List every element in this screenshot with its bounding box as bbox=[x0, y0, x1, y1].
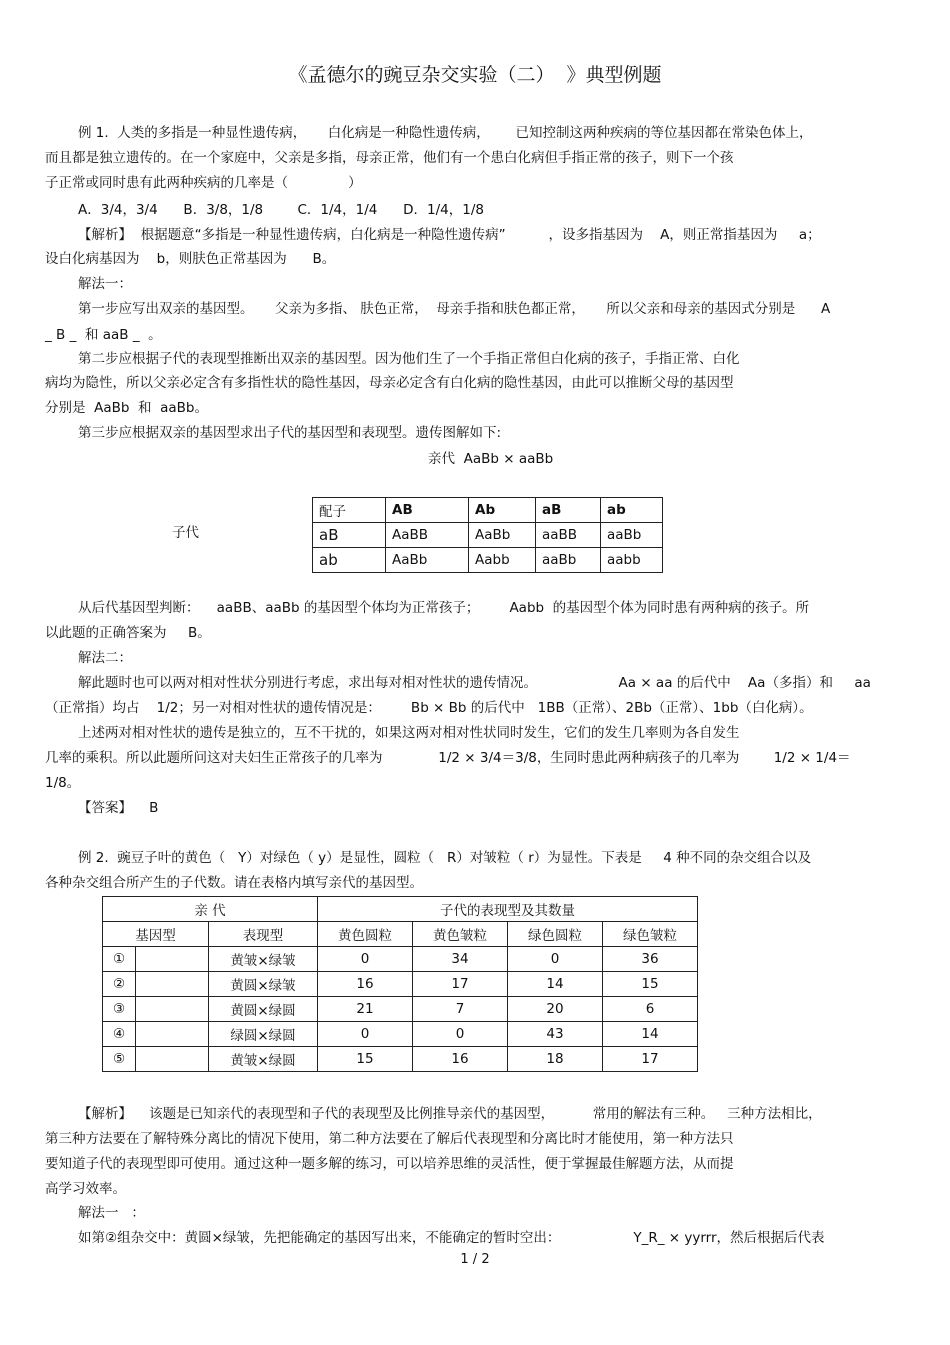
table-cell: aaBB bbox=[536, 523, 601, 548]
table-cell: 7 bbox=[413, 997, 508, 1022]
text-line: 设白化病基因为 b，则肤色正常基因为 B。 bbox=[45, 251, 336, 267]
text-line: 各种杂交组合所产生的子代数。请在表格内填写亲代的基因型。 bbox=[45, 875, 423, 891]
table-cell: aabb bbox=[601, 548, 663, 573]
table-header-cell: 黄色圆粒 bbox=[318, 922, 413, 947]
table-cell: aB bbox=[536, 498, 601, 523]
parent-cross: 亲代 AaBb × aaBb bbox=[428, 451, 554, 467]
table-cell: aB bbox=[313, 523, 386, 548]
table-cell: 14 bbox=[603, 1022, 698, 1047]
table-header-cell: 基因型 bbox=[103, 922, 209, 947]
table-cell: ① bbox=[103, 947, 136, 972]
table-cell: 21 bbox=[318, 997, 413, 1022]
text-line: 病均为隐性，所以父亲必定含有多指性状的隐性基因，母亲必定含有白化病的隐性基因，由此可以推断父母的基因型 bbox=[45, 375, 734, 391]
table-cell: ② bbox=[103, 972, 136, 997]
table-cell: AaBb bbox=[469, 523, 536, 548]
text-line: 解法一 ： bbox=[78, 1205, 145, 1221]
text-line: 解法二： bbox=[78, 650, 132, 666]
table-row bbox=[103, 1022, 698, 1047]
table-cell: Aabb bbox=[469, 548, 536, 573]
table-cell: 43 bbox=[508, 1022, 603, 1047]
table-cell: ④ bbox=[103, 1022, 136, 1047]
text-line: 第三步应根据双亲的基因型求出子代的基因型和表现型。遗传图解如下: bbox=[78, 425, 502, 441]
table-cell: 绿圆×绿圆 bbox=[209, 1022, 318, 1047]
table-row bbox=[313, 498, 663, 523]
table-row bbox=[313, 523, 663, 548]
text-line: 例 2. 豌豆子叶的黄色（ Y）对绿色（ y）是显性，圆粒（ R）对皱粒（ r）为显性。下表是 4 种不同的杂交组合以及 bbox=[78, 850, 812, 866]
table-cell: 0 bbox=[318, 947, 413, 972]
table-header-cell: 黄色皱粒 bbox=[413, 922, 508, 947]
text-line: 高学习效率。 bbox=[45, 1181, 126, 1197]
table-cell: AaBb bbox=[386, 548, 469, 573]
text-line: 以此题的正确答案为 B。 bbox=[45, 625, 211, 641]
table-cell: 黄皱×绿皱 bbox=[209, 947, 318, 972]
table-cell: 0 bbox=[318, 1022, 413, 1047]
table-cell: 34 bbox=[413, 947, 508, 972]
table-cell: 0 bbox=[508, 947, 603, 972]
table-cell: ab bbox=[313, 548, 386, 573]
page-title: 《孟德尔的豌豆杂交实验（二） 》典型例题 bbox=[288, 64, 662, 86]
text-line: 如第②组杂交中：黄圆×绿皱，先把能确定的基因写出来，不能确定的暂时空出： Y_R_ × yyrrr，然后根据后代表 bbox=[78, 1230, 825, 1246]
text-line: 子正常或同时患有此两种疾病的几率是（ ） bbox=[45, 175, 362, 191]
genotype-blank bbox=[136, 947, 209, 972]
table-cell: ⑤ bbox=[103, 1047, 136, 1072]
table-cell: Ab bbox=[469, 498, 536, 523]
text-line: 1/8。 bbox=[45, 775, 81, 791]
text-line: 【解析】 该题是已知亲代的表现型和子代的表现型及比例推导亲代的基因型， 常用的解法有三种。 三种方法相比， bbox=[78, 1106, 822, 1122]
genotype-blank bbox=[136, 972, 209, 997]
text-line: 几率的乘积。所以此题所问这对夫妇生正常孩子的几率为 1/2 × 3/4＝3/8，生同时患此两种病孩子的几率为 1/2 × 1/4＝ bbox=[45, 750, 851, 766]
table-row bbox=[103, 972, 698, 997]
table-cell: 36 bbox=[603, 947, 698, 972]
cross-results-table bbox=[102, 896, 698, 1072]
table-cell: 15 bbox=[318, 1047, 413, 1072]
table-cell: 黄圆×绿皱 bbox=[209, 972, 318, 997]
text-line: 【解析】 根据题意“多指是一种显性遗传病，白化病是一种隐性遗传病” ，设多指基因为 A，则正常指基因为 a； bbox=[78, 227, 821, 243]
page-number: 1 / 2 bbox=[460, 1252, 490, 1267]
text-line: 上述两对相对性状的遗传是独立的，互不干扰的，如果这两对相对性状同时发生，它们的发生几率则为各自发生 bbox=[78, 725, 740, 741]
text-line: _ B _ 和 aaB _ 。 bbox=[45, 327, 162, 343]
table-cell: 20 bbox=[508, 997, 603, 1022]
answer-line: 【答案】 B bbox=[78, 800, 159, 816]
genotype-blank bbox=[136, 997, 209, 1022]
table-cell: 配子 bbox=[313, 498, 386, 523]
table-cell: 17 bbox=[603, 1047, 698, 1072]
table-header-cell: 子代的表现型及其数量 bbox=[318, 897, 698, 922]
table-cell: aaBb bbox=[536, 548, 601, 573]
table-cell: 0 bbox=[413, 1022, 508, 1047]
table-row bbox=[103, 897, 698, 922]
table-row bbox=[103, 1047, 698, 1072]
table-cell: 18 bbox=[508, 1047, 603, 1072]
table-cell: 15 bbox=[603, 972, 698, 997]
genotype-blank bbox=[136, 1022, 209, 1047]
text-line: 分别是 AaBb 和 aaBb。 bbox=[45, 400, 208, 416]
table-header-cell: 绿色圆粒 bbox=[508, 922, 603, 947]
text-line: 从后代基因型判断： aaBB、aaBb 的基因型个体均为正常孩子； Aabb 的基因型个体为同时患有两种病的孩子。所 bbox=[78, 600, 810, 616]
table-cell: 16 bbox=[318, 972, 413, 997]
table-row bbox=[103, 997, 698, 1022]
text-line: 解法一： bbox=[78, 276, 132, 292]
table-row bbox=[313, 548, 663, 573]
text-line: 第一步应写出双亲的基因型。 父亲为多指、 肤色正常， 母亲手指和肤色都正常， 所以父亲和母亲的基因式分别是 A bbox=[78, 301, 831, 317]
genotype-blank bbox=[136, 1047, 209, 1072]
table-cell: ③ bbox=[103, 997, 136, 1022]
table-cell: AB bbox=[386, 498, 469, 523]
text-line: 例 1. 人类的多指是一种显性遗传病， 白化病是一种隐性遗传病， 已知控制这两种疾病的等位基因都在常染色体上， bbox=[78, 125, 813, 141]
table-cell: 6 bbox=[603, 997, 698, 1022]
table-header-cell: 表现型 bbox=[209, 922, 318, 947]
table-cell: 16 bbox=[413, 1047, 508, 1072]
table-header-cell: 绿色皱粒 bbox=[603, 922, 698, 947]
text-line: 第二步应根据子代的表现型推断出双亲的基因型。因为他们生了一个手指正常但白化病的孩子，手指正常、白化 bbox=[78, 351, 740, 367]
offspring-label: 子代 bbox=[172, 525, 199, 541]
table-row bbox=[103, 947, 698, 972]
gamete-table bbox=[312, 497, 663, 573]
table-cell: AaBB bbox=[386, 523, 469, 548]
table-header-cell: 亲 代 bbox=[103, 897, 318, 922]
text-line: 第三种方法要在了解特殊分离比的情况下使用，第二种方法要在了解后代表现型和分离比时才能使用，第一种方法只 bbox=[45, 1131, 734, 1147]
table-cell: ab bbox=[601, 498, 663, 523]
table-cell: 14 bbox=[508, 972, 603, 997]
answer-options: A．3/4，3/4 B．3/8，1/8 C．1/4，1/4 D．1/4，1/8 bbox=[78, 202, 484, 218]
table-cell: 黄圆×绿圆 bbox=[209, 997, 318, 1022]
table-cell: 黄皱×绿圆 bbox=[209, 1047, 318, 1072]
table-row bbox=[103, 922, 698, 947]
text-line: 解此题时也可以两对相对性状分别进行考虑，求出每对相对性状的遗传情况。 Aa × aa 的后代中 Aa（多指）和 aa bbox=[78, 675, 871, 691]
table-cell: aaBb bbox=[601, 523, 663, 548]
text-line: 而且都是独立遗传的。在一个家庭中，父亲是多指，母亲正常，他们有一个患白化病但手指正常的孩子，则下一个孩 bbox=[45, 150, 734, 166]
text-line: 要知道子代的表现型即可使用。通过这种一题多解的练习，可以培养思维的灵活性，便于掌握最佳解题方法，从而提 bbox=[45, 1156, 734, 1172]
table-cell: 17 bbox=[413, 972, 508, 997]
text-line: （正常指）均占 1/2；另一对相对性状的遗传情况是： Bb × Bb 的后代中 1BB（正常）、2Bb（正常）、1bb（白化病）。 bbox=[45, 700, 813, 716]
